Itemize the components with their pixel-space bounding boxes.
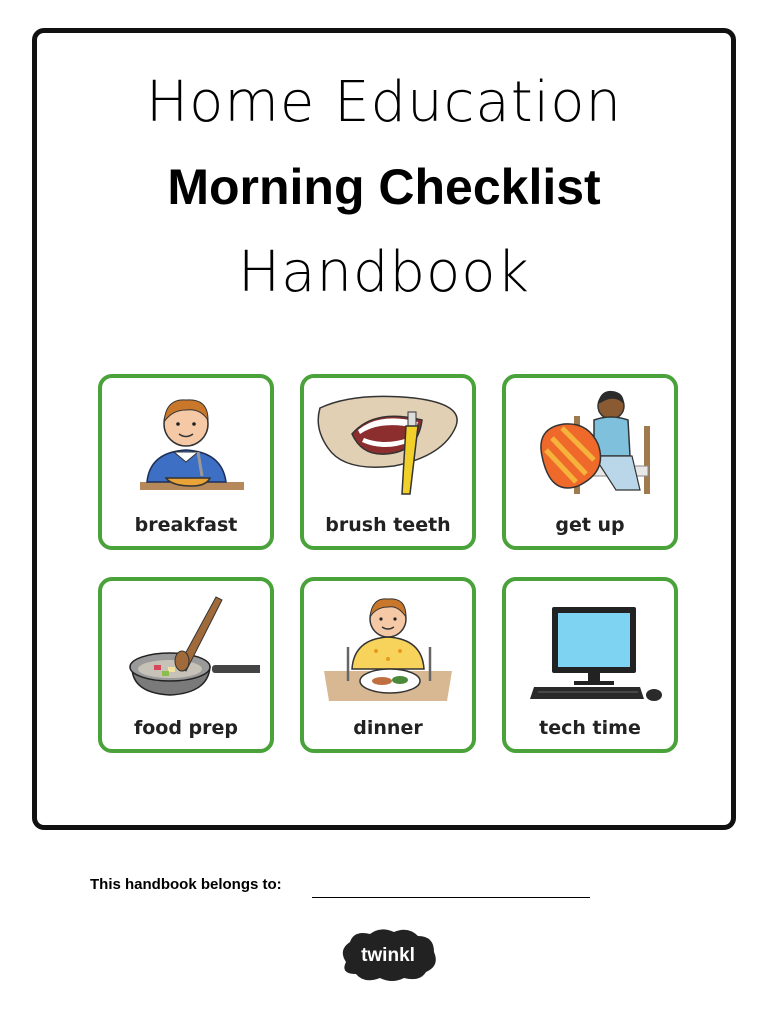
- card-label: get up: [555, 514, 625, 536]
- dinner-icon: [314, 589, 462, 701]
- card-label: breakfast: [134, 514, 238, 536]
- card-breakfast: [98, 374, 274, 550]
- card-label: food prep: [133, 717, 239, 739]
- get-up-icon: [516, 386, 664, 498]
- title-line-2: Morning Checklist: [167, 159, 601, 215]
- card-food-prep: [98, 577, 274, 753]
- toothbrush-icon: [314, 386, 462, 498]
- card-label: tech time: [539, 717, 641, 739]
- cooking-pan-icon: [112, 589, 260, 701]
- computer-icon: [516, 589, 664, 701]
- title-line-1: Home Education: [146, 70, 622, 135]
- belongs-to-label: This handbook belongs to:: [90, 876, 282, 893]
- title-line-3: Handbook: [238, 240, 530, 305]
- card-dinner: [300, 577, 476, 753]
- twinkl-logo: [336, 926, 440, 984]
- name-line: [312, 897, 590, 898]
- card-brush-teeth: [300, 374, 476, 550]
- card-label: brush teeth: [325, 514, 451, 536]
- logo-text: twinkl: [361, 945, 415, 966]
- card-get-up: [502, 374, 678, 550]
- card-tech-time: [502, 577, 678, 753]
- card-label: dinner: [353, 717, 423, 739]
- breakfast-icon: [112, 386, 260, 498]
